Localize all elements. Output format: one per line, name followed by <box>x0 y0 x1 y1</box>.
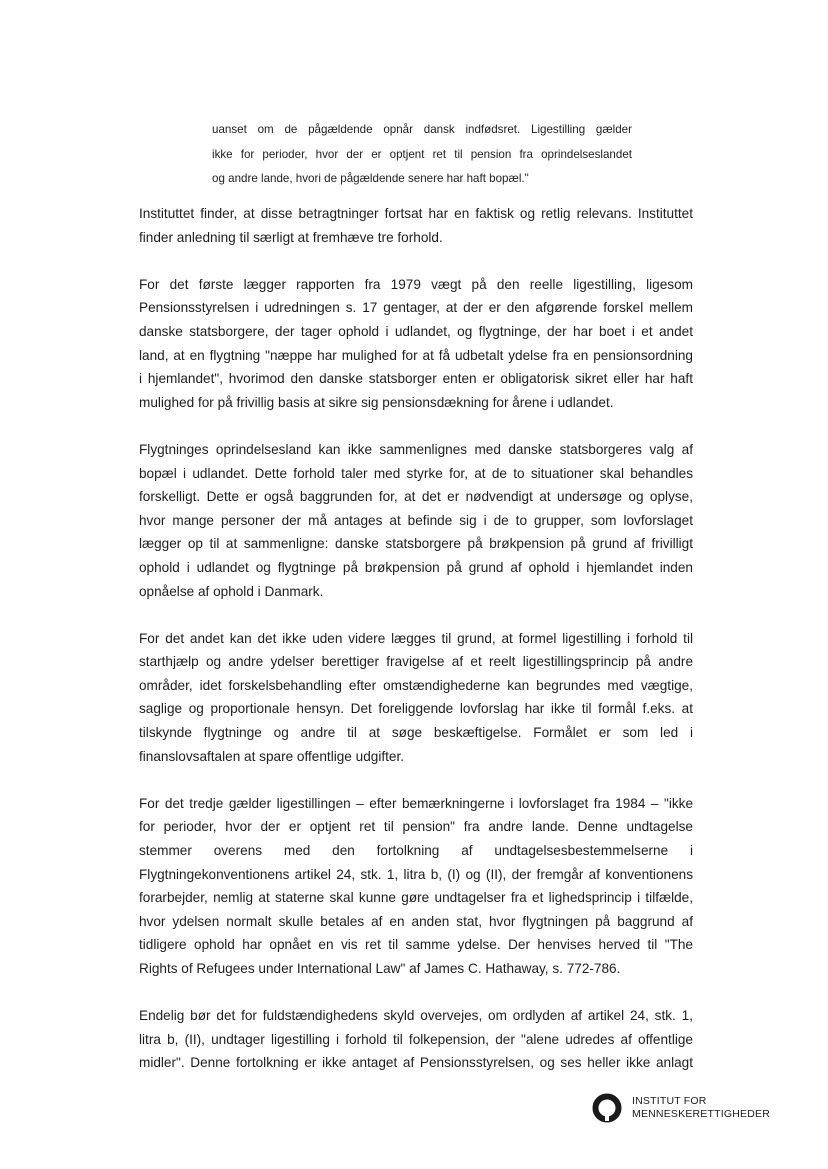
text-line: Rights of Refugees under International Law" af James C. Hathaway, s. 772-786. <box>139 961 621 976</box>
text-line: områder, idet forskelsbehandling efter omstændighederne kan begrundes med vægtige, <box>139 677 693 693</box>
text-line: For det andet kan det ikke uden videre lægges til grund, at formel ligestilling i forhold til <box>139 630 693 646</box>
institute-name <box>632 1095 770 1121</box>
text-line: bopæl i udlandet. Dette forhold taler med styrke for, at de to situationer skal behandles <box>139 465 693 481</box>
text-line: i hjemlandet", hvorimod den danske statsborger enten er obligatorisk sikret eller har haft <box>139 371 693 387</box>
text-line: Flygtningekonventionens artikel 24, stk. 1, litra b, (I) og (II), der fremgår af konventionens <box>139 866 693 882</box>
block-quote <box>212 118 632 192</box>
text-line: hvor mange personer der må antages at befinde sig i de to grupper, som lovforslaget <box>139 512 693 528</box>
text-line: land, at en flygtning "næppe har mulighed for at få udbetalt ydelse fra en pensionsordning <box>139 347 693 363</box>
institute-logo-icon <box>592 1093 622 1123</box>
text-line: stemmer overens med den fortolkning af undtagelsesbestemmelserne i <box>139 843 693 859</box>
text-line: midler". Denne fortolkning er ikke antaget af Pensionsstyrelsen, og ses heller ikke anlagt <box>139 1055 693 1071</box>
text-line: Flygtninges oprindelsesland kan ikke sammenlignes med danske statsborgeres valg af <box>139 441 693 457</box>
paragraph-finally <box>139 1004 693 1075</box>
text-line: For det tredje gælder ligestillingen – efter bemærkningerne i lovforslaget fra 1984 – "ikke <box>139 795 693 811</box>
text-line: ophold i udlandet og flygtninge på brøkpension på grund af ophold i hjemlandet inden <box>139 559 693 575</box>
text-line: litra b, (II), undtager ligestilling i forhold til folkepension, der "alene udredes af offentlige <box>139 1031 693 1047</box>
text-line: tidligere ophold har opnået en vis ret til samme ydelse. Der henvises herved til "The <box>139 937 693 953</box>
text-line: finanslovsaftalen at spare offentlige udgifter. <box>139 748 405 764</box>
text-line: For det første lægger rapporten fra 1979 vægt på den reelle ligestilling, ligesom <box>139 276 693 292</box>
body-text <box>139 202 693 1099</box>
text-line: tilskynde flygtninge og andre til at søge beskæftigelse. Formålet er som led i <box>139 725 693 741</box>
paragraph-intro <box>139 202 693 249</box>
quote-line: uanset om de pågældende opnår dansk indfødsret. Ligestilling gælder <box>212 123 632 136</box>
text-line: Endelig bør det for fuldstændighedens skyld overvejes, om ordlyden af artikel 24, stk. 1, <box>139 1008 693 1024</box>
text-line: finder anledning til særligt at fremhæve tre forhold. <box>139 229 443 245</box>
text-line: starthjælp og andre ydelser berettiger fravigelse af et reelt ligestillingsprincip på andre <box>139 654 693 670</box>
institute-logo <box>592 1093 770 1123</box>
text-line: forskelligt. Dette er også baggrunden for, at det er nødvendigt at undersøge og oplyse, <box>139 489 693 505</box>
text-line: mulighed for på frivillig basis at sikre sig pensionsdækning for årene i udlandet. <box>139 394 614 410</box>
paragraph-origin <box>139 438 693 603</box>
institute-name-line2: MENNESKERETTIGHEDER <box>632 1108 770 1120</box>
paragraph-first <box>139 273 693 415</box>
text-line: danske statsborgere, der tager ophold i udlandet, og flygtninge, der har boet i et andet <box>139 323 693 339</box>
institute-name-line1: INSTITUT FOR <box>632 1095 707 1107</box>
text-line: for perioder, hvor der er optjent ret til pension" fra andre lande. Denne undtagelse <box>139 819 693 835</box>
text-line: opnåelse af ophold i Danmark. <box>139 583 324 599</box>
text-line: Pensionsstyrelsen i udredningen s. 17 gentager, at der er den afgørende forskel mellem <box>139 300 693 316</box>
paragraph-second <box>139 627 693 769</box>
quote-line: ikke for perioder, hvor der er optjent ret til pension fra oprindelseslandet <box>212 147 632 161</box>
quote-line: og andre lande, hvori de pågældende senere har haft bopæl." <box>212 172 529 185</box>
text-line: forarbejder, nemlig at staterne skal kunne gøre undtagelser fra et lighedsprincip i tilfælde, <box>139 890 693 906</box>
text-line: Instituttet finder, at disse betragtninger fortsat har en faktisk og retlig relevans. Instituttet <box>139 206 693 221</box>
text-line: hvor ydelsen normalt skulle betales af en anden stat, hvor flygtningen på baggrund af <box>139 913 693 929</box>
text-line: lægger op til at sammenligne: danske statsborgere på brøkpension på grund af frivilligt <box>139 536 693 552</box>
paragraph-third <box>139 792 693 981</box>
text-line: saglige og proportionale hensyn. Det foreliggende lovforslag har ikke til formål f.eks. at <box>139 701 693 717</box>
